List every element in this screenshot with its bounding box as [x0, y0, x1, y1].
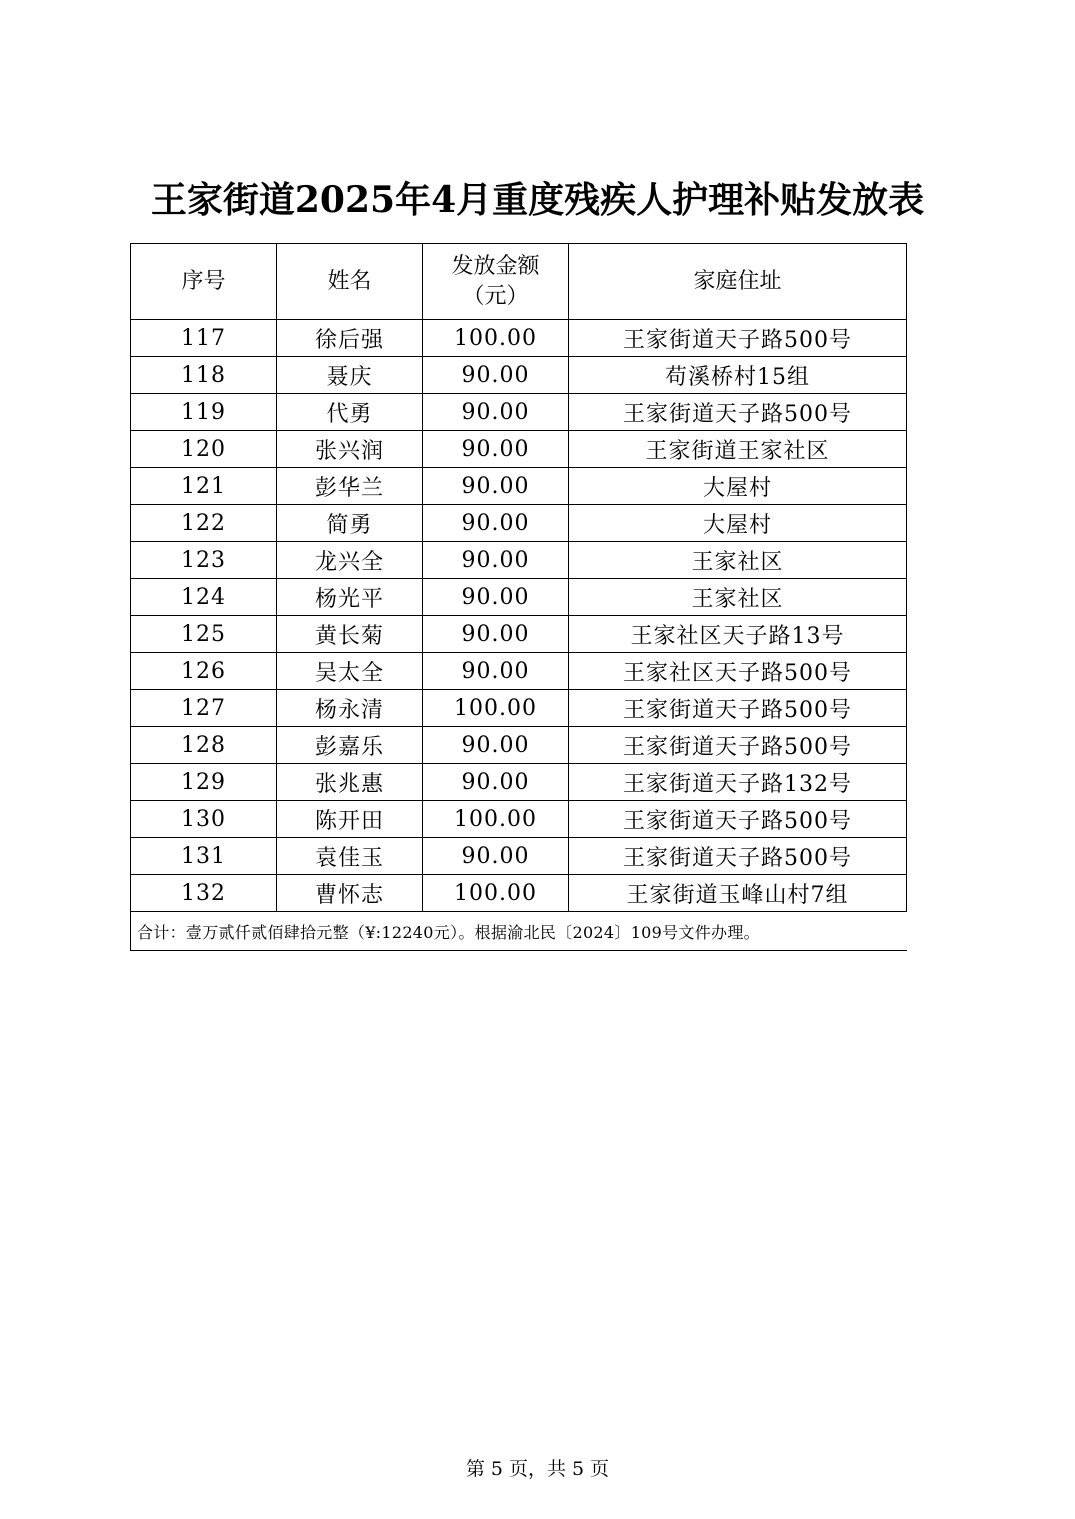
cell-amount: 90.00	[423, 357, 569, 394]
header-amount-line1: 发放金额	[451, 253, 540, 279]
table-row	[131, 505, 907, 542]
subsidy-table-container	[130, 243, 906, 951]
cell-name: 徐后强	[277, 320, 423, 357]
cell-name: 彭华兰	[277, 468, 423, 505]
table-row	[131, 838, 907, 875]
cell-amount: 100.00	[423, 690, 569, 727]
cell-index: 132	[131, 875, 277, 912]
cell-amount: 100.00	[423, 875, 569, 912]
cell-amount: 90.00	[423, 838, 569, 875]
table-row	[131, 690, 907, 727]
subsidy-table	[130, 243, 907, 951]
cell-amount: 90.00	[423, 505, 569, 542]
table-row	[131, 801, 907, 838]
page-number: 第 5 页，共 5 页	[465, 1458, 610, 1480]
cell-amount: 90.00	[423, 727, 569, 764]
header-name: 姓名	[277, 244, 423, 320]
table-row	[131, 616, 907, 653]
header-address: 家庭住址	[569, 244, 907, 320]
cell-name: 陈开田	[277, 801, 423, 838]
header-index: 序号	[131, 244, 277, 320]
cell-index: 131	[131, 838, 277, 875]
cell-address: 王家社区天子路13号	[569, 616, 907, 653]
cell-index: 119	[131, 394, 277, 431]
cell-address: 王家街道天子路500号	[569, 727, 907, 764]
cell-name: 代勇	[277, 394, 423, 431]
document-title: 王家街道2025年4月重度残疾人护理补贴发放表	[150, 179, 925, 221]
cell-index: 128	[131, 727, 277, 764]
cell-address: 王家街道天子路500号	[569, 394, 907, 431]
cell-index: 120	[131, 431, 277, 468]
cell-index: 118	[131, 357, 277, 394]
table-row	[131, 394, 907, 431]
cell-address: 王家街道天子路500号	[569, 320, 907, 357]
table-row	[131, 468, 907, 505]
cell-index: 123	[131, 542, 277, 579]
cell-name: 彭嘉乐	[277, 727, 423, 764]
cell-index: 129	[131, 764, 277, 801]
cell-index: 127	[131, 690, 277, 727]
cell-address: 苟溪桥村15组	[569, 357, 907, 394]
cell-amount: 100.00	[423, 320, 569, 357]
table-row	[131, 542, 907, 579]
table-row	[131, 579, 907, 616]
header-amount-line2: （元）	[462, 283, 529, 309]
cell-index: 130	[131, 801, 277, 838]
cell-amount: 90.00	[423, 394, 569, 431]
table-row	[131, 431, 907, 468]
cell-address: 王家街道天子路500号	[569, 690, 907, 727]
cell-index: 117	[131, 320, 277, 357]
table-total-row	[131, 912, 907, 951]
cell-amount: 90.00	[423, 764, 569, 801]
cell-amount: 90.00	[423, 431, 569, 468]
cell-address: 王家街道玉峰山村7组	[569, 875, 907, 912]
table-row	[131, 875, 907, 912]
table-row	[131, 764, 907, 801]
table-row	[131, 357, 907, 394]
cell-address: 王家社区	[569, 542, 907, 579]
table-body	[131, 320, 907, 912]
cell-index: 125	[131, 616, 277, 653]
cell-address: 王家街道天子路500号	[569, 801, 907, 838]
cell-address: 大屋村	[569, 505, 907, 542]
cell-name: 龙兴全	[277, 542, 423, 579]
cell-name: 袁佳玉	[277, 838, 423, 875]
cell-name: 聂庆	[277, 357, 423, 394]
cell-name: 杨光平	[277, 579, 423, 616]
cell-name: 吴太全	[277, 653, 423, 690]
cell-name: 黄长菊	[277, 616, 423, 653]
cell-amount: 90.00	[423, 616, 569, 653]
table-row	[131, 653, 907, 690]
table-header-row	[131, 244, 907, 320]
cell-name: 张兴润	[277, 431, 423, 468]
cell-index: 122	[131, 505, 277, 542]
cell-amount: 90.00	[423, 579, 569, 616]
cell-name: 曹怀志	[277, 875, 423, 912]
cell-name: 张兆惠	[277, 764, 423, 801]
cell-address: 王家社区天子路500号	[569, 653, 907, 690]
table-row	[131, 320, 907, 357]
cell-index: 121	[131, 468, 277, 505]
cell-index: 124	[131, 579, 277, 616]
cell-name: 简勇	[277, 505, 423, 542]
cell-amount: 90.00	[423, 542, 569, 579]
table-row	[131, 727, 907, 764]
cell-address: 王家街道天子路500号	[569, 838, 907, 875]
cell-amount: 90.00	[423, 468, 569, 505]
cell-index: 126	[131, 653, 277, 690]
cell-name: 杨永清	[277, 690, 423, 727]
cell-address: 王家社区	[569, 579, 907, 616]
cell-address: 大屋村	[569, 468, 907, 505]
cell-amount: 100.00	[423, 801, 569, 838]
cell-address: 王家街道天子路132号	[569, 764, 907, 801]
header-amount	[423, 244, 569, 320]
total-text: 合计：壹万贰仟贰佰肆拾元整（¥:12240元）。根据渝北民〔2024〕109号文件办理。	[131, 912, 907, 951]
cell-address: 王家街道王家社区	[569, 431, 907, 468]
cell-amount: 90.00	[423, 653, 569, 690]
